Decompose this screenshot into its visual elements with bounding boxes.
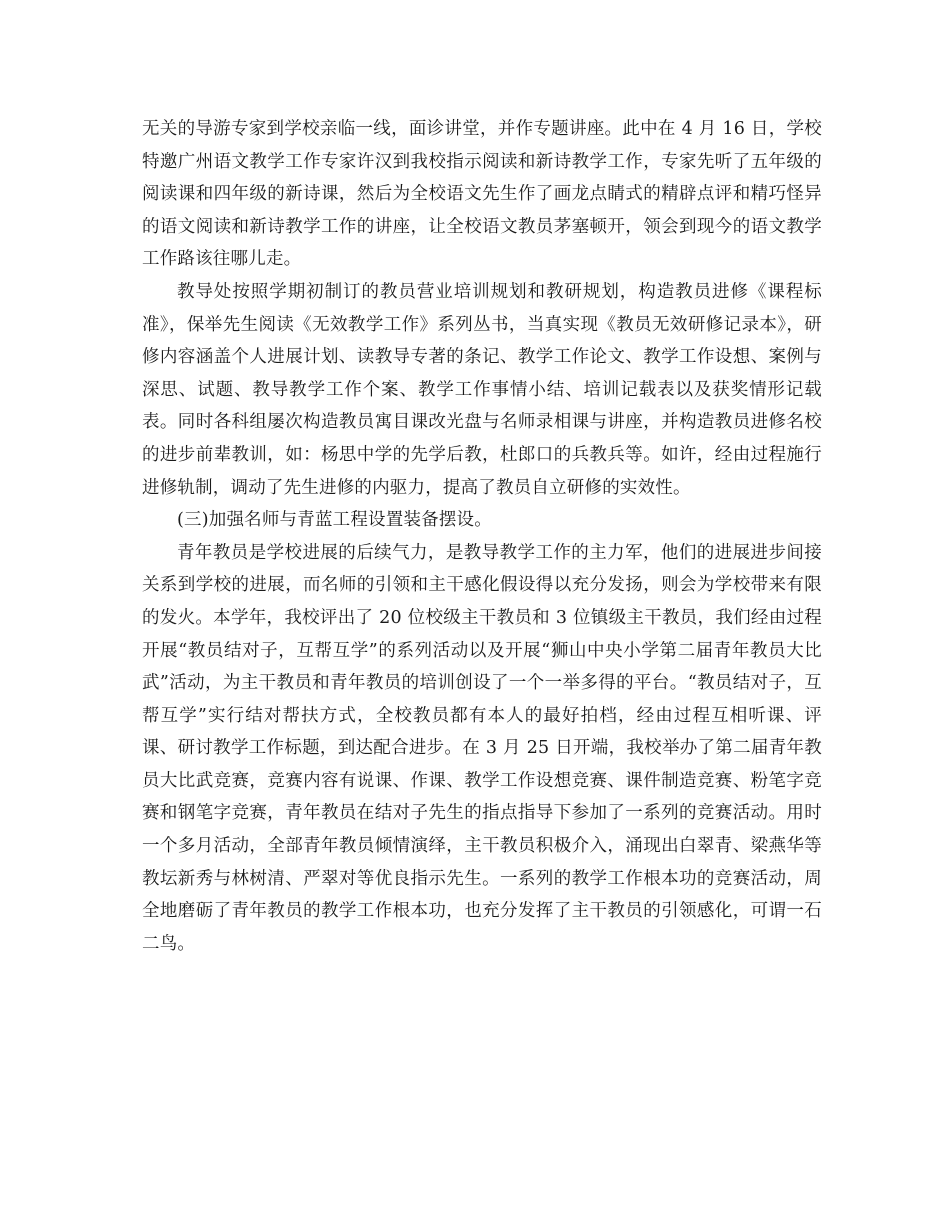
section-heading: (三)加强名师与青蓝工程设置装备摆设。 [177,510,492,531]
document-body [142,113,822,960]
paragraph-training-plan: 教导处按照学期初制订的教员营业培训规划和教研规划，构造教员进修《课程标准》，保举先生阅读《无效教学工作》系列丛书，当真实现《教员无效研修记录本》，研修内容涵盖个人进展计划、读教导专著的条记、教学工作论文、教学工作设想、案例与深思、试题、教导教学工作个案、教学工作事情小结、培训记载表以及获奖情形记载表。同时各科组屡次构造教员寓目课改光盘与名师录相课与讲座，并构造教员进修名校的进步前辈教训，如：杨思中学的先学后教，杜郎口的兵教兵等。如许，经由过程施行进修轨制，调动了先生进修的内驱力，提高了教员自立研修的实效性。 [142,281,822,498]
paragraph-young-teachers: 青年教员是学校进展的后续气力，是教导教学工作的主力军，他们的进展进步间接关系到学校的进展，而名师的引领和主干感化假设得以充分发扬，则会为学校带来有限的发火。本学年，我校评出了 20 位校级主干教员和 3 位镇级主干教员，我们经由过程开展“教员结对子，互帮互学”的系列活动以及开展“狮山中央小学第二届青年教员大比武”活动，为主干教员和青年教员的培训创设了一个一举多得的平台。“教员结对子，互帮互学”实行结对帮扶方式，全校教员都有本人的最好拍档，经由过程互相听课、评课、研讨教学工作标题，到达配合进步。在 3 月 25 日开端，我校举办了第二届青年教员大比武竞赛，竞赛内容有说课、作课、教学工作设想竞赛、课件制造竞赛、粉笔字竞赛和钢笔字竞赛，青年教员在结对子先生的指点指导下参加了一系列的竞赛活动。用时一个多月活动，全部青年教员倾情演绎，主干教员积极介入，涌现出白翠青、梁燕华等教坛新秀与林树清、严翠对等优良指示先生。一系列的教学工作根本功的竞赛活动，周全地磨砺了青年教员的教学工作根本功，也充分发挥了主干教员的引领感化，可谓一石二鸟。 [142,542,822,954]
paragraph-continuation: 无关的导游专家到学校亲临一线，面诊讲堂，并作专题讲座。此中在 4 月 16 日，学校特邀广州语文教学工作专家许汉到我校指示阅读和新诗教学工作，专家先听了五年级的阅读课和四年级的新诗课，然后为全校语文先生作了画龙点睛式的精辟点评和精巧怪异的语文阅读和新诗教学工作的讲座，让全校语文教员茅塞顿开，领会到现今的语文教学工作路该往哪儿走。 [142,119,822,270]
